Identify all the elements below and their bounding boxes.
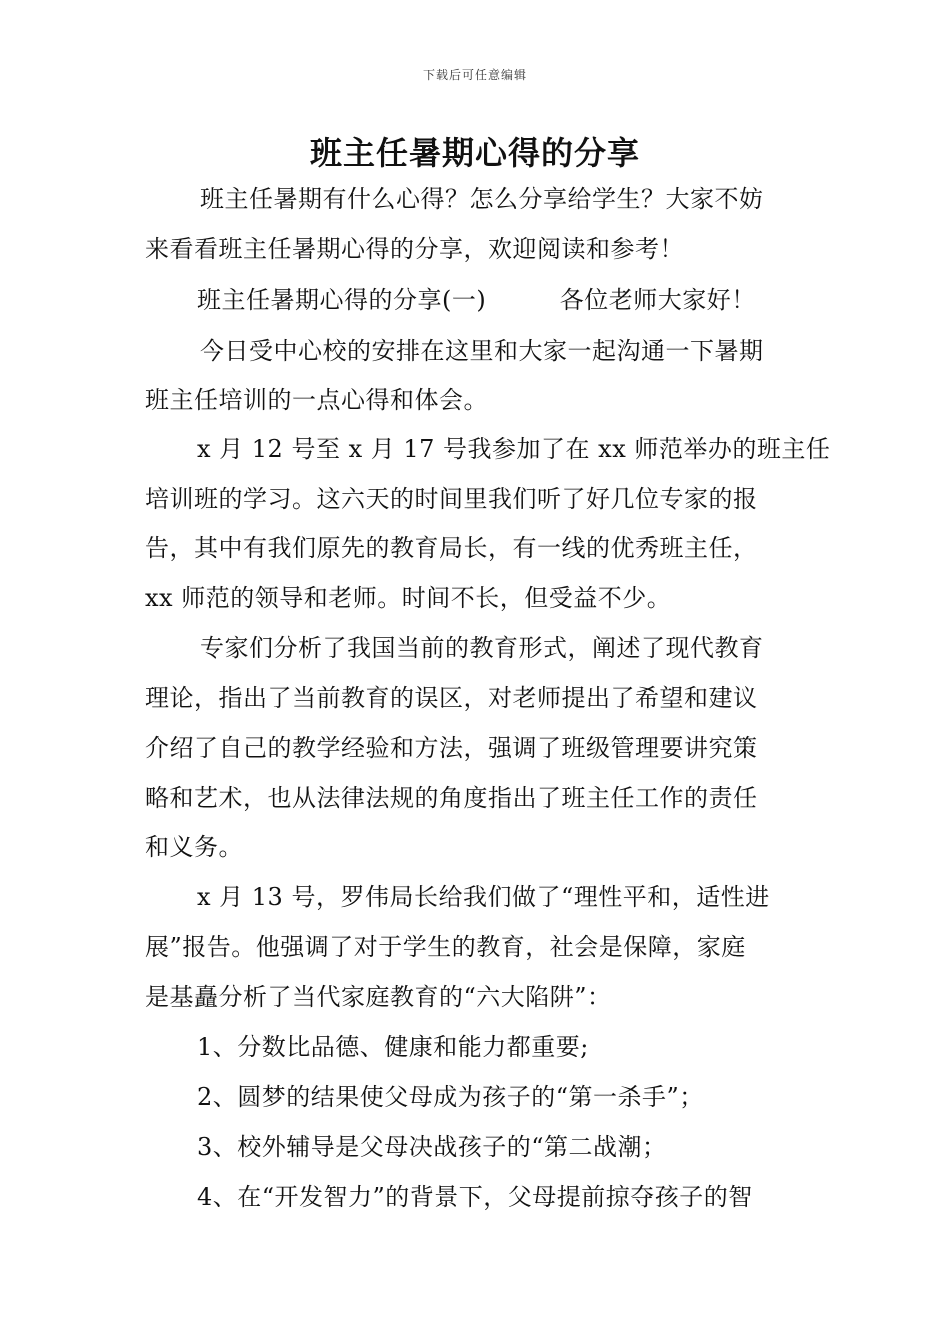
body-line: 是基矗分析了当代家庭教育的“六大陷阱”： (145, 983, 612, 1011)
body-line: 来看看班主任暑期心得的分享，欢迎阅读和参考！ (145, 235, 684, 263)
document-title: 班主任暑期心得的分享 (309, 134, 640, 172)
body-line: 班主任暑期有什么心得？怎么分享给学生？大家不妨 (200, 185, 764, 213)
body-line: 展”报告。他强调了对于学生的教育，社会是保障，家庭 (145, 933, 746, 961)
body-line: 班主任暑期心得的分享(一) 各位老师大家好！ (197, 286, 756, 314)
body-line: x 月 13 号，罗伟局长给我们做了“理性平和，适性进 (197, 883, 770, 911)
body-line: 4、在“开发智力”的背景下，父母提前掠夺孩子的智 (197, 1183, 753, 1211)
body-line: 略和艺术，也从法律法规的角度指出了班主任工作的责任 (145, 784, 758, 812)
body-line: x 月 12 号至 x 月 17 号我参加了在 xx 师范举办的班主任 (197, 435, 831, 463)
body-line: 介绍了自己的教学经验和方法，强调了班级管理要讲究策 (145, 734, 758, 762)
body-line: 告，其中有我们原先的教育局长，有一线的优秀班主任， (145, 534, 758, 562)
body-line: 3、校外辅导是父母决战孩子的“第二战潮； (197, 1133, 667, 1161)
body-line: 专家们分析了我国当前的教育形式，阐述了现代教育 (200, 634, 764, 662)
body-line: xx 师范的领导和老师。时间不长，但受益不少。 (145, 584, 672, 612)
body-line: 今日受中心校的安排在这里和大家一起沟通一下暑期 (200, 337, 764, 365)
body-line: 培训班的学习。这六天的时间里我们听了好几位专家的报 (145, 485, 758, 513)
body-line: 班主任培训的一点心得和体会。 (145, 386, 488, 414)
body-line: 2、圆梦的结果使父母成为孩子的“第一杀手”； (197, 1083, 704, 1111)
body-line: 和义务。 (145, 833, 243, 861)
header-note: 下载后可任意编辑 (422, 68, 527, 82)
body-line: 理论，指出了当前教育的误区，对老师提出了希望和建议 (145, 684, 758, 712)
body-line: 1、分数比品德、健康和能力都重要; (197, 1033, 589, 1061)
